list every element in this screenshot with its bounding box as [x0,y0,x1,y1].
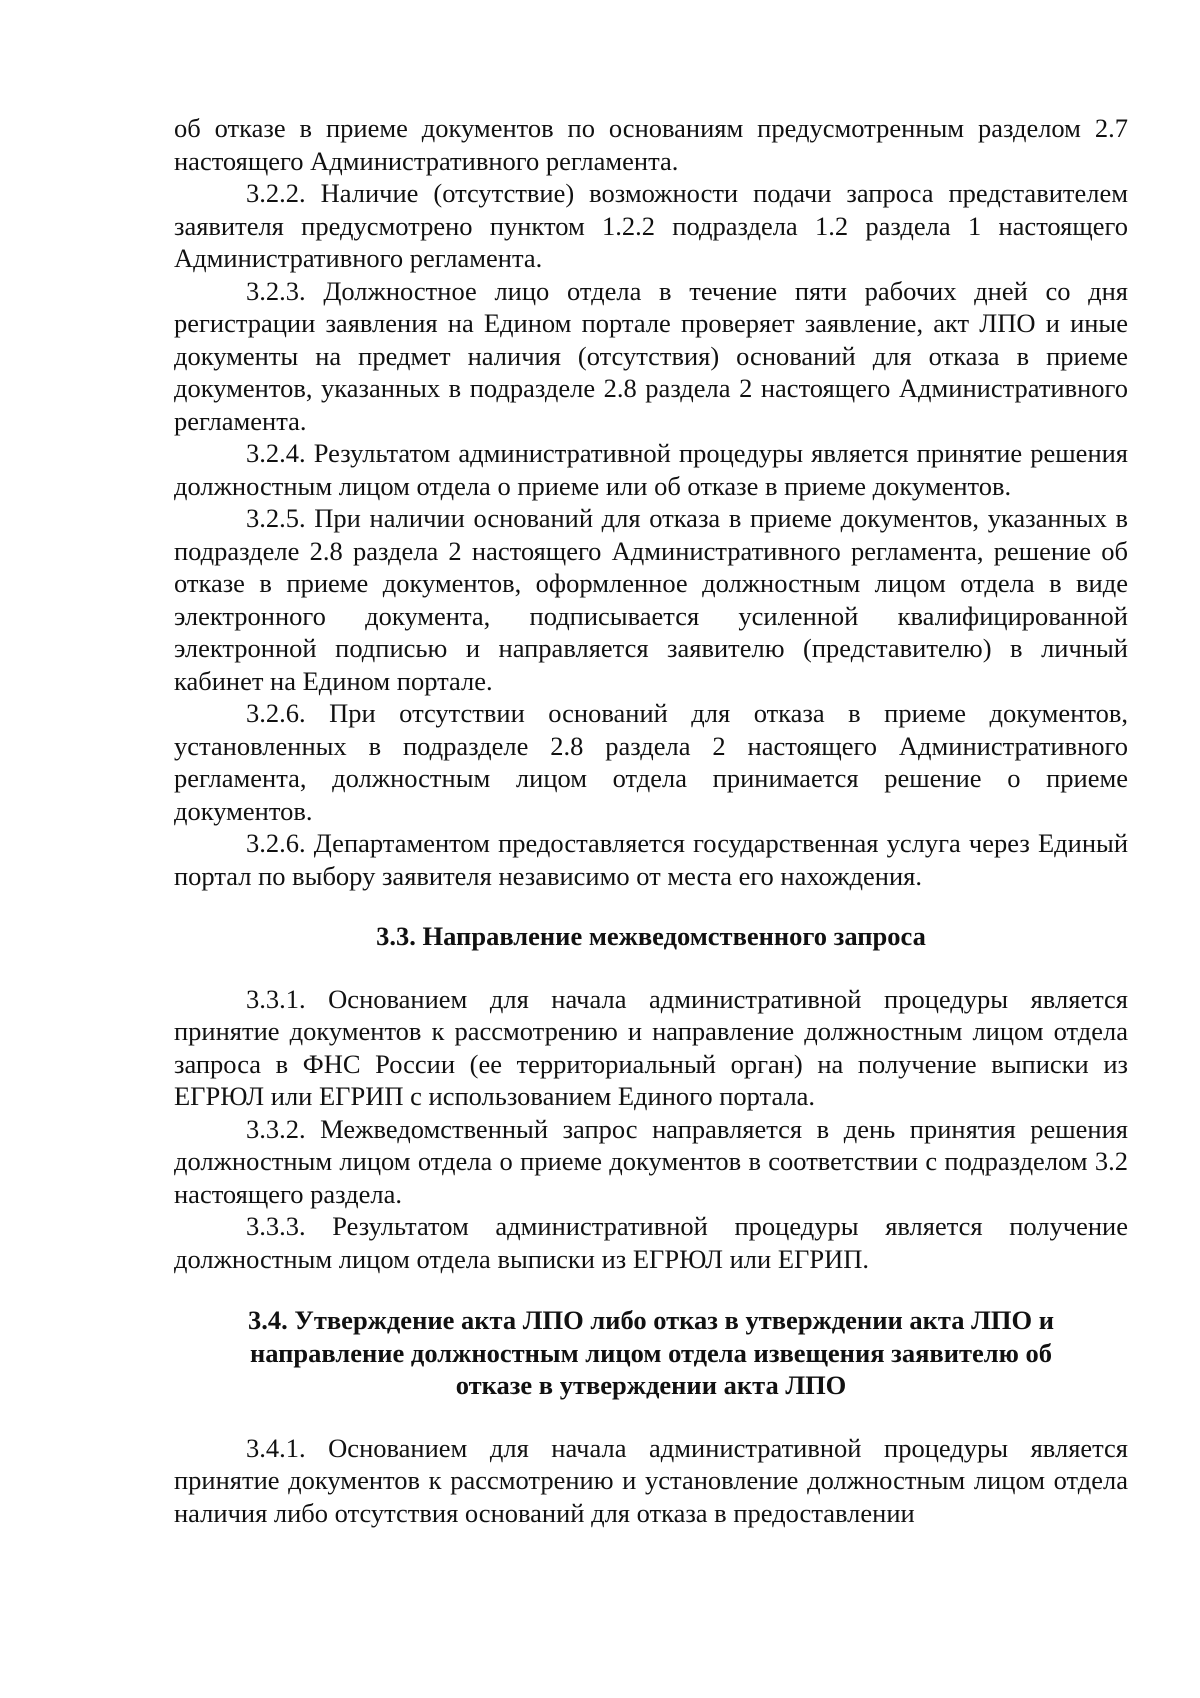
paragraph-3-3-3: 3.3.3. Результатом административной процедуры является получение должностным лицом отдела выписки из ЕГРЮЛ или ЕГРИП. [174,1211,1128,1274]
paragraph-3-3-1: 3.3.1. Основанием для начала административной процедуры является принятие документов к рассмотрению и направление должностным лицом отдела запроса в ФНС России (ее территориальный орган) на получение выписки из ЕГРЮЛ или ЕГРИП с использованием Единого портала. [174,983,1128,1111]
section-3-4-heading-line-1: 3.4. Утверждение акта ЛПО либо отказ в утверждении акта ЛПО и [248,1305,1054,1335]
document-body [174,112,1128,1529]
paragraph-3-2-2: 3.2.2. Наличие (отсутствие) возможности подачи запроса представителем заявителя предусмотрено пунктом 1.2.2 подраздела 1.2 раздела 1 настоящего Административного регламента. [174,178,1128,273]
section-3-4-heading-line-3: отказе в утверждении акта ЛПО [455,1370,847,1400]
paragraph-3-2-3: 3.2.3. Должностное лицо отдела в течение пяти рабочих дней со дня регистрации заявления на Едином портале проверяет заявление, акт ЛПО и иные документы на предмет наличия (отсутствия) оснований для отказа в приеме документов, указанных в подразделе 2.8 раздела 2 настоящего Административного регламента. [174,275,1128,436]
continuation-paragraph: об отказе в приеме документов по основаниям предусмотренным разделом 2.7 настоящего Административного регламента. [174,113,1128,176]
paragraph-3-2-5: 3.2.5. При наличии оснований для отказа в приеме документов, указанных в подразделе 2.8 раздела 2 настоящего Административного регламента, решение об отказе в приеме документов, оформленное должностным лицом отдела в виде электронного документа, подписывается усиленной квалифицированной электронной подписью и направляется заявителю (представителю) в личный кабинет на Едином портале. [174,503,1128,696]
section-3-4-heading [174,1304,1128,1402]
paragraph-3-2-6-first: 3.2.6. При отсутствии оснований для отказа в приеме документов, установленных в подразделе 2.8 раздела 2 настоящего Административного регламента, должностным лицом отдела принимается решение о приеме документов. [174,698,1128,826]
section-3-3-heading: 3.3. Направление межведомственного запроса [376,921,926,951]
section-3-4-heading-line-2: направление должностным лицом отдела извещения заявителю об [249,1337,1053,1368]
paragraph-3-2-4: 3.2.4. Результатом административной процедуры является принятие решения должностным лицом отдела о приеме или об отказе в приеме документов. [174,438,1128,501]
paragraph-3-4-1: 3.4.1. Основанием для начала административной процедуры является принятие документов к рассмотрению и установление должностным лицом отдела наличия либо отсутствия оснований для отказа в предоставлении [174,1432,1128,1528]
paragraph-3-2-6-second: 3.2.6. Департаментом предоставляется государственная услуга через Единый портал по выбору заявителя независимо от места его нахождения. [174,828,1128,891]
paragraph-3-3-2: 3.3.2. Межведомственный запрос направляется в день принятия решения должностным лицом отдела о приеме документов в соответствии с подразделом 3.2 настоящего раздела. [174,1113,1128,1209]
